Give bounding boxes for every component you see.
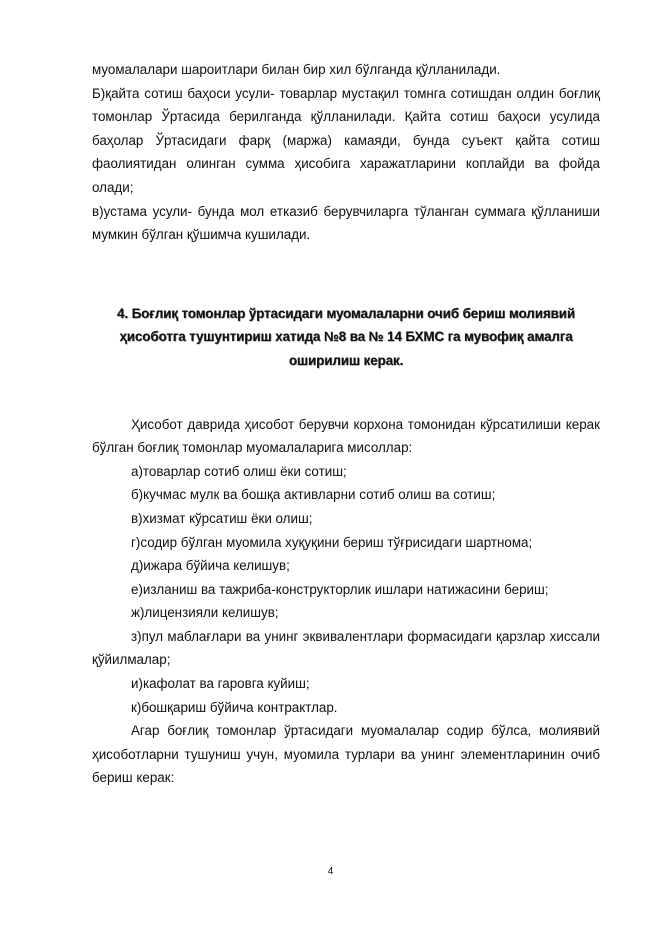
list-item: д)ижара бўйича келишув; bbox=[131, 558, 290, 574]
list-item: з)пул маблағлари ва унинг эквивалентлари формасидаги қарзлар хиссали қўйилмалар; bbox=[92, 628, 600, 668]
list-item: а)товарлар сотиб олиш ёки сотиш; bbox=[131, 463, 347, 479]
paragraph-continuation: муомалалари шароитлари билан бир хил бўлганда қўлланилади. bbox=[92, 62, 501, 77]
list-item: ж)лицензияли келишув; bbox=[131, 605, 279, 621]
examples-list bbox=[92, 460, 600, 720]
list-item: г)содир бўлган муомила хуқуқини бериш тўғрисидаги шартнома; bbox=[131, 534, 533, 550]
list-item: и)кафолат ва гаровга куйиш; bbox=[131, 676, 310, 692]
document-page bbox=[92, 58, 600, 790]
list-item: е)изланиш ва тажриба-конструкторлик ишлари натижасини бериш; bbox=[131, 581, 549, 597]
paragraph-markup-method: в)устама усули- бунда мол етказиб берувчиларга тўланган суммага қўлланиши мумкин бўлган қўшимча кушилади. bbox=[92, 203, 600, 243]
section-heading: 4. Боғлиқ томонлар ўртасидаги муомалаларни очиб бериш молиявий ҳисоботга тушунтириш хатида №8 ва № 14 БХМС га мувофиқ амалга оширилиш керак. bbox=[117, 305, 575, 368]
list-item: б)кучмас мулк ва бошқа активларни сотиб олиш ва сотиш; bbox=[131, 487, 496, 503]
list-item: в)хизмат кўрсатиш ёки олиш; bbox=[131, 510, 313, 526]
closing-paragraph: Агар боғлиқ томонлар ўртасидаги муомалалар содир бўлса, молиявий ҳисоботларни тушуниш учун, муомила турлари ва унинг элементларинин очиб бериш керак: bbox=[92, 723, 600, 786]
paragraph-resale-price-method: Б)қайта сотиш баҳоси усули- товарлар мустақил томнга сотишдан олдин боғлиқ томонлар Ўртасида берилганда қўлланилади. Қайта сотиш баҳоси усулида баҳолар Ўртасидаги фарқ (маржа) камаяди, бунда суъект қайта сотиш фаолиятидан олинган сумма ҳисобига харажатларини коплайди ва фойда олади; bbox=[92, 85, 600, 195]
intro-paragraph: Ҳисобот даврида ҳисобот берувчи корхона томонидан кўрсатилиши керак бўлган боғлиқ томонлар муомалаларига мисоллар: bbox=[92, 416, 600, 456]
page-number: 4 bbox=[327, 866, 334, 877]
list-item: к)бошқариш бўйича контрактлар. bbox=[131, 699, 338, 715]
